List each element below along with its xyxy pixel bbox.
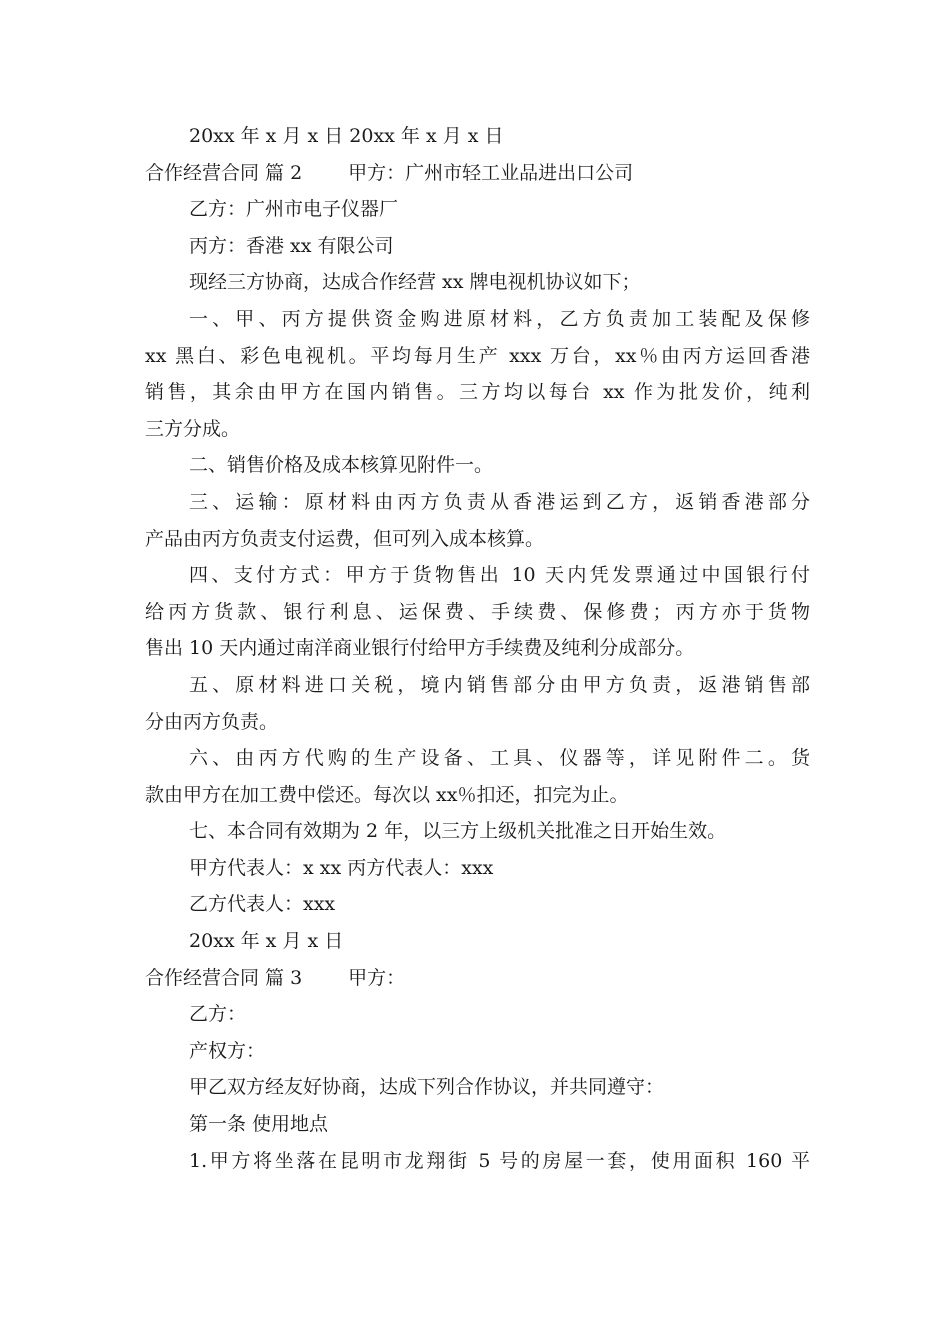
paragraph-line [145, 923, 810, 960]
paragraph-line [145, 667, 810, 704]
line-text: 六、由丙方代购的生产设备、工具、仪器等，详见附件二。货 [189, 747, 810, 770]
line-text: 三方分成。 [145, 417, 241, 440]
party-a-text: 甲方： [348, 966, 406, 989]
line-text: 乙方：广州市电子仪器厂 [189, 198, 399, 221]
section-heading-line [145, 155, 810, 192]
line-text: 合作经营合同 篇 3 [145, 966, 303, 989]
line-text: 分由丙方负责。 [145, 710, 279, 733]
line-text: 三、运输：原材料由丙方负责从香港运到乙方，返销香港部分 [189, 490, 810, 513]
paragraph-line [145, 704, 810, 741]
document-body [145, 118, 810, 1179]
line-text: 乙方： [189, 1003, 247, 1026]
line-text: 售出 10 天内通过南洋商业银行付给甲方手续费及纯利分成部分。 [145, 637, 695, 660]
paragraph-line [145, 777, 810, 814]
line-text: 20xx 年 x 月 x 日 [189, 930, 344, 953]
paragraph-line [145, 228, 810, 265]
paragraph-line [145, 521, 810, 558]
line-text: 第一条 使用地点 [189, 1113, 329, 1136]
line-text: 七、本合同有效期为 2 年，以三方上级机关批准之日开始生效。 [189, 820, 727, 843]
paragraph-line [145, 118, 810, 155]
paragraph-line [145, 447, 810, 484]
line-text: 甲乙双方经友好协商，达成下列合作协议，并共同遵守： [189, 1076, 665, 1099]
line-text: 产品由丙方负责支付运费，但可列入成本核算。 [145, 527, 545, 550]
paragraph-line [145, 813, 810, 850]
line-text: 产权方： [189, 1039, 266, 1062]
paragraph-line [145, 1033, 810, 1070]
paragraph-line [145, 557, 810, 594]
line-text: 合作经营合同 篇 2 [145, 161, 303, 184]
paragraph-line [145, 264, 810, 301]
paragraph-line [145, 1143, 810, 1180]
paragraph-line [145, 630, 810, 667]
paragraph-line [145, 301, 810, 338]
paragraph-line [145, 1106, 810, 1143]
paragraph-line [145, 191, 810, 228]
line-text: 四、支付方式：甲方于货物售出 10 天内凭发票通过中国银行付 [189, 564, 810, 587]
paragraph-line [145, 996, 810, 1033]
line-text: 销售，其余由甲方在国内销售。三方均以每台 xx 作为批发价，纯利 [145, 381, 810, 404]
line-text: 款由甲方在加工费中偿还。每次以 xx％扣还，扣完为止。 [145, 783, 629, 806]
paragraph-line [145, 594, 810, 631]
line-text: 一、甲、丙方提供资金购进原材料，乙方负责加工装配及保修 [189, 307, 810, 330]
line-text: 二、销售价格及成本核算见附件一。 [189, 454, 494, 477]
line-text: 丙方：香港 xx 有限公司 [189, 234, 394, 257]
paragraph-line [145, 374, 810, 411]
line-text: 乙方代表人：xxx [189, 893, 336, 916]
section-heading-line [145, 960, 810, 997]
line-text: 给丙方货款、银行利息、运保费、手续费、保修费；丙方亦于货物 [145, 600, 810, 623]
party-a-text: 甲方：广州市轻工业品进出口公司 [348, 161, 634, 184]
line-text: xx 黑白、彩色电视机。平均每月生产 xxx 万台，xx％由丙方运回香港 [145, 344, 810, 367]
line-text: 20xx 年 x 月 x 日 20xx 年 x 月 x 日 [189, 125, 504, 147]
paragraph-line [145, 411, 810, 448]
paragraph-line [145, 886, 810, 923]
paragraph-line [145, 850, 810, 887]
line-text: 1.甲方将坐落在昆明市龙翔街 5 号的房屋一套，使用面积 160 平 [189, 1149, 810, 1172]
line-text: 五、原材料进口关税，境内销售部分由甲方负责，返港销售部 [189, 673, 810, 696]
paragraph-line [145, 740, 810, 777]
line-text: 现经三方协商，达成合作经营 xx 牌电视机协议如下； [189, 271, 641, 294]
paragraph-line [145, 338, 810, 375]
paragraph-line [145, 484, 810, 521]
line-text: 甲方代表人：x xx 丙方代表人：xxx [189, 856, 494, 879]
paragraph-line [145, 1069, 810, 1106]
